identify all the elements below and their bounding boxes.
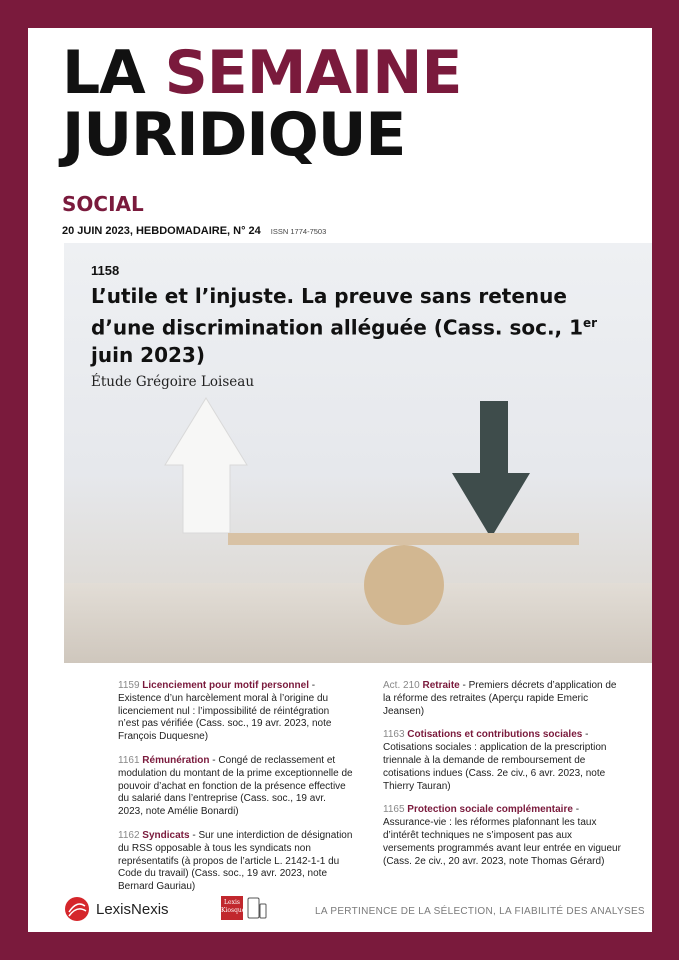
item-number: 1163 [383,729,405,741]
feature-author: Étude Grégoire Loiseau [91,374,255,390]
feature-title-part2: juin 2023) [91,342,205,367]
feature-title-part1: L’utile et l’injuste. La preuve sans retenue d’une discrimination alléguée (Cass. soc., 1 [91,284,584,340]
feature-hero [64,243,652,663]
masthead-accent: SEMAINE [164,38,462,108]
tablet-phone-icon [247,896,267,920]
item-heading: Syndicats [142,829,190,841]
item-heading: Cotisations et contributions sociales [407,729,583,741]
issn: ISSN 1774-7503 [270,227,327,236]
issue-date: 20 JUIN 2023, HEBDOMADAIRE, N° 24 [62,225,261,237]
balance-plank [228,533,579,545]
masthead [62,38,462,170]
feature-title-sup: er [583,316,598,330]
item-text: Cotisations sociales : application de la prescription triennale à la demande de remboursement de cotisations indues (Cass. 2e civ., 6 avr. 2023, note Thierry Tauran) [383,742,607,792]
balance-ball [364,545,444,625]
item-text: Premiers décrets d’application de la réforme des retraites (Aperçu rapide Emeric Jeansen) [383,680,617,717]
item-heading: Protection sociale complémentaire [407,804,573,816]
item-number: Act. 210 [383,680,420,691]
item-text: Existence d’un harcèlement moral à l’origine du licenciement nul : l’impossibilité de réintégration n’est pas vérifiée (Cass. soc., 19 avr. 2023, note François Duquesne) [118,692,332,743]
summary-right [383,680,623,879]
item-heading: Licenciement pour motif personnel [142,680,309,691]
up-arrow-icon [165,398,247,533]
item-text: Assurance-vie : les réformes plafonnant les taux d’intérêt techniques ne s’imposent pas aux versements programmés avant leur entrée en vigueur (Cass. 2e civ., 20 avr. 2023, note Thomas Gérard) [383,817,621,867]
down-arrow-icon [452,401,530,538]
item-number: 1165 [383,804,405,816]
item-number: 1159 [118,680,140,691]
feature-title[interactable] [91,283,611,369]
item-text: Sur une interdiction de désignation du RSS opposable à tous les syndicats non représentatifs (à propos de l’article L. 2142-1-1 du Code du travail) (Cass. soc., 19 avr. 2023, note Bernard Gauriau) [118,829,353,893]
item-text: Congé de reclassement et modulation du montant de la prime exceptionnelle de pouvoir d’achat en fonction de la présence effective du salarié dans l’entreprise (Cass. soc., 19 avr. 2023, note Amélie Bonardi) [118,754,353,818]
item-heading: Rémunération [142,754,210,766]
summary-item[interactable]: 1161 Rémunération - Congé de reclassement et modulation du montant de la prime exceptionnelle de pouvoir d’achat en fonction de la présence effective du salarié dans l’entreprise (Cass. soc., 19 avr. 2023, note Amélie Bonardi) [118,754,353,818]
feature-number: 1158 [91,263,120,278]
lexisnexis-logo [64,896,169,922]
issue-line [62,225,326,237]
summary-item[interactable]: 1162 Syndicats - Sur une interdiction de désignation du RSS opposable à tous les syndicats non représentatifs (à propos de l’article L. 2142-1-1 du Code du travail) (Cass. soc., 19 avr. 2023, note Bernard Gauriau) [118,829,353,893]
summary-item[interactable]: Act. 210 Retraite - Premiers décrets d’application de la réforme des retraites (Aperçu rapide Emeric Jeansen) [383,680,617,717]
summary-left [118,680,353,905]
tagline: LA PERTINENCE DE LA SÉLECTION, LA FIABILITÉ DES ANALYSES [315,906,645,917]
kiosque-logo: Lexis Kiosque [221,896,243,920]
publisher-name: LexisNexis [96,900,169,918]
summary-item[interactable]: 1159 Licenciement pour motif personnel - Existence d’un harcèlement moral à l’origine du licenciement nul : l’impossibilité de réintégration n’est pas vérifiée (Cass. soc., 19 avr. 2023, note François Duquesne) [118,680,332,743]
item-number: 1161 [118,754,140,766]
section-title: SOCIAL [62,192,144,216]
item-number: 1162 [118,829,140,841]
kiosque-badge[interactable] [221,896,267,920]
masthead-prefix: LA [62,38,165,108]
summary-item[interactable]: 1165 Protection sociale complémentaire - Assurance-vie : les réformes plafonnant les taux d’intérêt techniques ne s’imposent pas aux versements programmés avant leur entrée en vigueur (Cass. 2e civ., 20 avr. 2023, note Thomas Gérard) [383,804,621,867]
item-heading: Retraite [422,680,460,691]
masthead-line2: JURIDIQUE [62,100,406,170]
lexisnexis-emblem-icon [64,896,90,922]
summary-item[interactable]: 1163 Cotisations et contributions sociales - Cotisations sociales : application de la prescription triennale à la demande de remboursement de cotisations indues (Cass. 2e civ., 6 avr. 2023, note Thierry Tauran) [383,729,607,792]
cover-page [28,28,652,932]
